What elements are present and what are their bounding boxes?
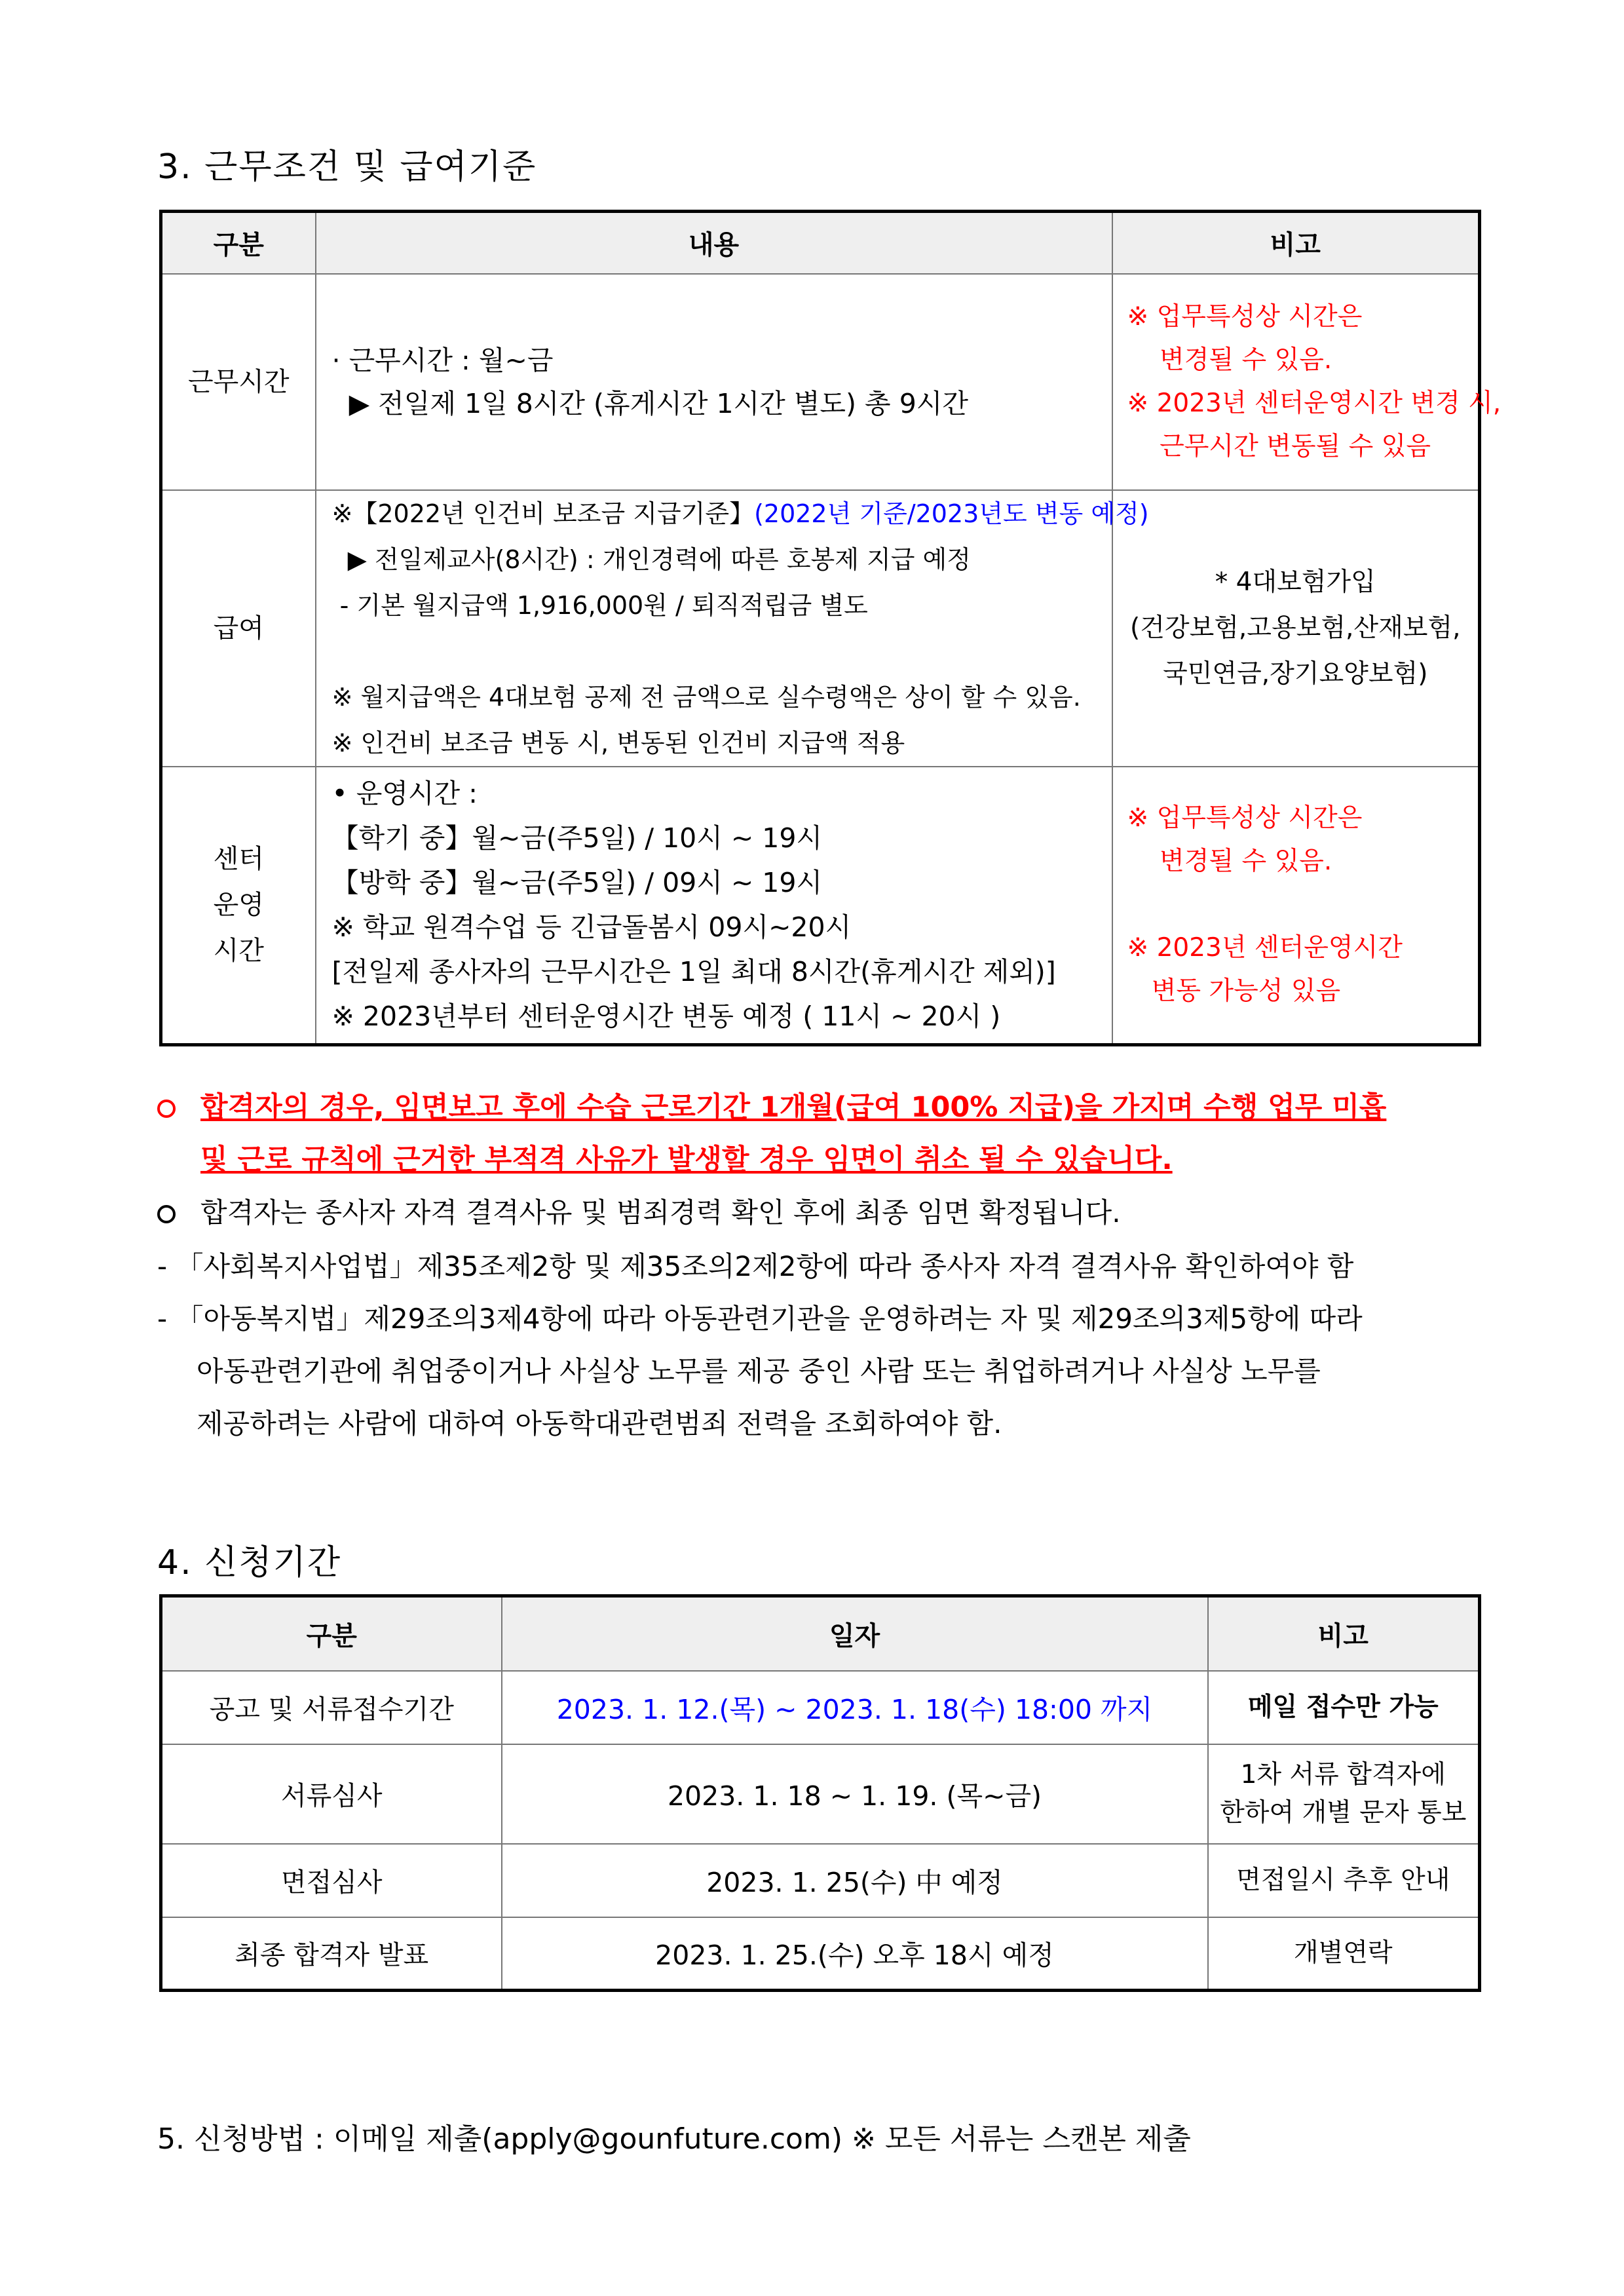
date-cell: 2023. 1. 25.(수) 오후 18시 예정 xyxy=(502,1917,1208,1991)
content-line: 【학기 중】월~금(주5일) / 10시 ~ 19시 xyxy=(331,822,823,854)
work-conditions-body xyxy=(161,274,1501,1045)
category-cell: 공고 및 서류접수기간 xyxy=(161,1671,502,1744)
category-cell: 최종 합격자 발표 xyxy=(161,1917,502,1991)
content-line: [전일제 종사자의 근무시간은 1일 최대 8시간(휴게시간 제외)] xyxy=(331,956,1056,988)
note-line: ※ 2023년 센터운영시간 xyxy=(1127,933,1403,963)
note-cell xyxy=(1208,1844,1480,1917)
note-line: 국민연금,장기요양보험) xyxy=(1163,659,1428,689)
content-line: ▶ 전일제교사(8시간) : 개인경력에 따른 호봉제 지급 예정 xyxy=(331,545,971,574)
work-conditions-table xyxy=(159,210,1501,1046)
note-line: ※ 2023년 센터운영시간 변경 시, xyxy=(1127,388,1501,418)
note-line: 면접일시 추후 안내 xyxy=(1236,1865,1450,1895)
note-cell xyxy=(1112,274,1501,490)
table-row xyxy=(161,1744,1480,1844)
final-appointment-notice: 합격자는 종사자 자격 결격사유 및 범죄경력 확인 후에 최종 임면 확정됩니다. xyxy=(157,1191,1121,1231)
date-cell: 2023. 1. 12.(목) ~ 2023. 1. 18(수) 18:00 까지 xyxy=(502,1671,1208,1744)
category-text: 급여 xyxy=(213,613,264,643)
content-line: ※ 2023년부터 센터운영시간 변동 예정 ( 11시 ~ 20시 ) xyxy=(331,1001,1001,1033)
category-cell xyxy=(161,490,316,767)
content-line: ※ 학교 원격수업 등 긴급돌봄시 09시~20시 xyxy=(331,911,852,944)
table-header-row xyxy=(161,1596,1480,1671)
note-cell xyxy=(1208,1744,1480,1844)
category-cell xyxy=(161,274,316,490)
category-cell: 면접심사 xyxy=(161,1844,502,1917)
note-line: 개별연락 xyxy=(1293,1938,1393,1968)
header-category: 구분 xyxy=(161,212,316,274)
note-line: (건강보험,고용보험,산재보험, xyxy=(1130,613,1461,643)
date-cell: 2023. 1. 18 ~ 1. 19. (목~금) xyxy=(502,1744,1208,1844)
category-cell: 서류심사 xyxy=(161,1744,502,1844)
child-welfare-law-note-line1: - 「아동복지법」제29조의3제4항에 따라 아동관련기관을 운영하려는 자 및 제29조의3제5항에 따라 xyxy=(157,1303,1363,1335)
application-period-body xyxy=(161,1671,1480,1991)
header-date: 일자 xyxy=(502,1596,1208,1671)
content-line: • 운영시간 : xyxy=(331,778,478,810)
content-line: - 기본 월지급액 1,916,000원 / 퇴직적립금 별도 xyxy=(331,590,868,620)
application-method: 5. 신청방법 : 이메일 제출(apply@gounfuture.com) ※ 모든 서류는 스캔본 제출 xyxy=(157,2122,1191,2156)
note-line: 변경될 수 있음. xyxy=(1127,345,1332,375)
content-line xyxy=(332,628,1112,674)
note-line: 근무시간 변동될 수 있음 xyxy=(1127,431,1431,461)
category-text: 시간 xyxy=(213,936,264,966)
circle-bullet-icon xyxy=(157,1100,176,1118)
highlight-text: (2022년 기준/2023년도 변동 예정) xyxy=(754,499,1149,528)
social-welfare-law-note: - 「사회복지사업법」제35조제2항 및 제35조의2제2항에 따라 종사자 자격 결격사유 확인하여야 함 xyxy=(157,1250,1354,1282)
content-cell xyxy=(316,767,1112,1045)
note-line: 변동 가능성 있음 xyxy=(1127,976,1341,1006)
content-line: ※ 인건비 보조금 변동 시, 변동된 인건비 지급액 적용 xyxy=(331,728,905,757)
table-row xyxy=(161,1917,1480,1991)
application-period-table xyxy=(159,1594,1481,1992)
note-line: ※ 업무특성상 시간은 xyxy=(1127,803,1363,833)
header-note: 비고 xyxy=(1208,1596,1480,1671)
note-line: ※ 업무특성상 시간은 xyxy=(1127,301,1363,332)
content-line: · 근무시간 : 월~금 xyxy=(331,344,554,376)
note-line: 1차 서류 합격자에 xyxy=(1240,1759,1446,1789)
child-welfare-law-note-line2: 아동관련기관에 취업중이거나 사실상 노무를 제공 중인 사람 또는 취업하려거나 사실상 노무를 xyxy=(197,1355,1321,1387)
note-cell xyxy=(1112,490,1480,767)
table-header-row xyxy=(161,212,1480,274)
content-line: ▶ 전일제 1일 8시간 (휴게시간 1시간 별도) 총 9시간 xyxy=(331,387,968,419)
content-cell xyxy=(316,490,1149,767)
table-row xyxy=(161,1671,1480,1744)
note-line xyxy=(1127,883,1479,927)
note-line: 변경될 수 있음. xyxy=(1127,847,1332,877)
table-row xyxy=(161,274,1480,490)
probation-notice-line1: 합격자의 경우, 임면보고 후에 수습 근로기간 1개월(급여 100% 지급)을 가지며 수행 업무 미흡 xyxy=(157,1085,1386,1125)
content-line: ※【2022년 인건비 보조금 지급기준】(2022년 기준/2023년도 변동 예정) xyxy=(331,499,1149,528)
category-text: 센터 xyxy=(213,844,264,875)
note-cell xyxy=(1112,767,1480,1045)
note-cell xyxy=(1208,1917,1480,1991)
category-text: 운영 xyxy=(213,890,264,921)
note-line: 메일 접수만 가능 xyxy=(1247,1692,1439,1722)
note-line: 한하여 개별 문자 통보 xyxy=(1220,1797,1467,1827)
note-cell xyxy=(1208,1671,1480,1744)
section3-title: 3. 근무조건 및 급여기준 xyxy=(157,147,537,187)
circle-bullet-icon xyxy=(157,1205,176,1223)
category-cell xyxy=(161,767,316,1045)
table-row xyxy=(161,490,1480,767)
section4-title: 4. 신청기간 xyxy=(157,1543,342,1582)
content-cell xyxy=(316,274,1112,490)
note-line: * 4대보험가입 xyxy=(1215,567,1376,597)
table-row xyxy=(161,1844,1480,1917)
child-welfare-law-note-line3: 제공하려는 사람에 대하여 아동학대관련범죄 전력을 조회하여야 함. xyxy=(197,1407,1002,1440)
content-line: ※ 월지급액은 4대보험 공제 전 금액으로 실수령액은 상이 할 수 있음. xyxy=(331,682,1081,712)
header-content: 내용 xyxy=(316,212,1112,274)
content-line: 【방학 중】월~금(주5일) / 09시 ~ 19시 xyxy=(331,867,823,899)
table-row xyxy=(161,767,1480,1045)
probation-notice-line2: 및 근로 규칙에 근거한 부적격 사유가 발생할 경우 임면이 취소 될 수 있습니다. xyxy=(200,1143,1173,1176)
header-category: 구분 xyxy=(161,1596,502,1671)
date-cell: 2023. 1. 25(수) 中 예정 xyxy=(502,1844,1208,1917)
category-text: 근무시간 xyxy=(187,366,290,397)
header-note: 비고 xyxy=(1112,212,1480,274)
